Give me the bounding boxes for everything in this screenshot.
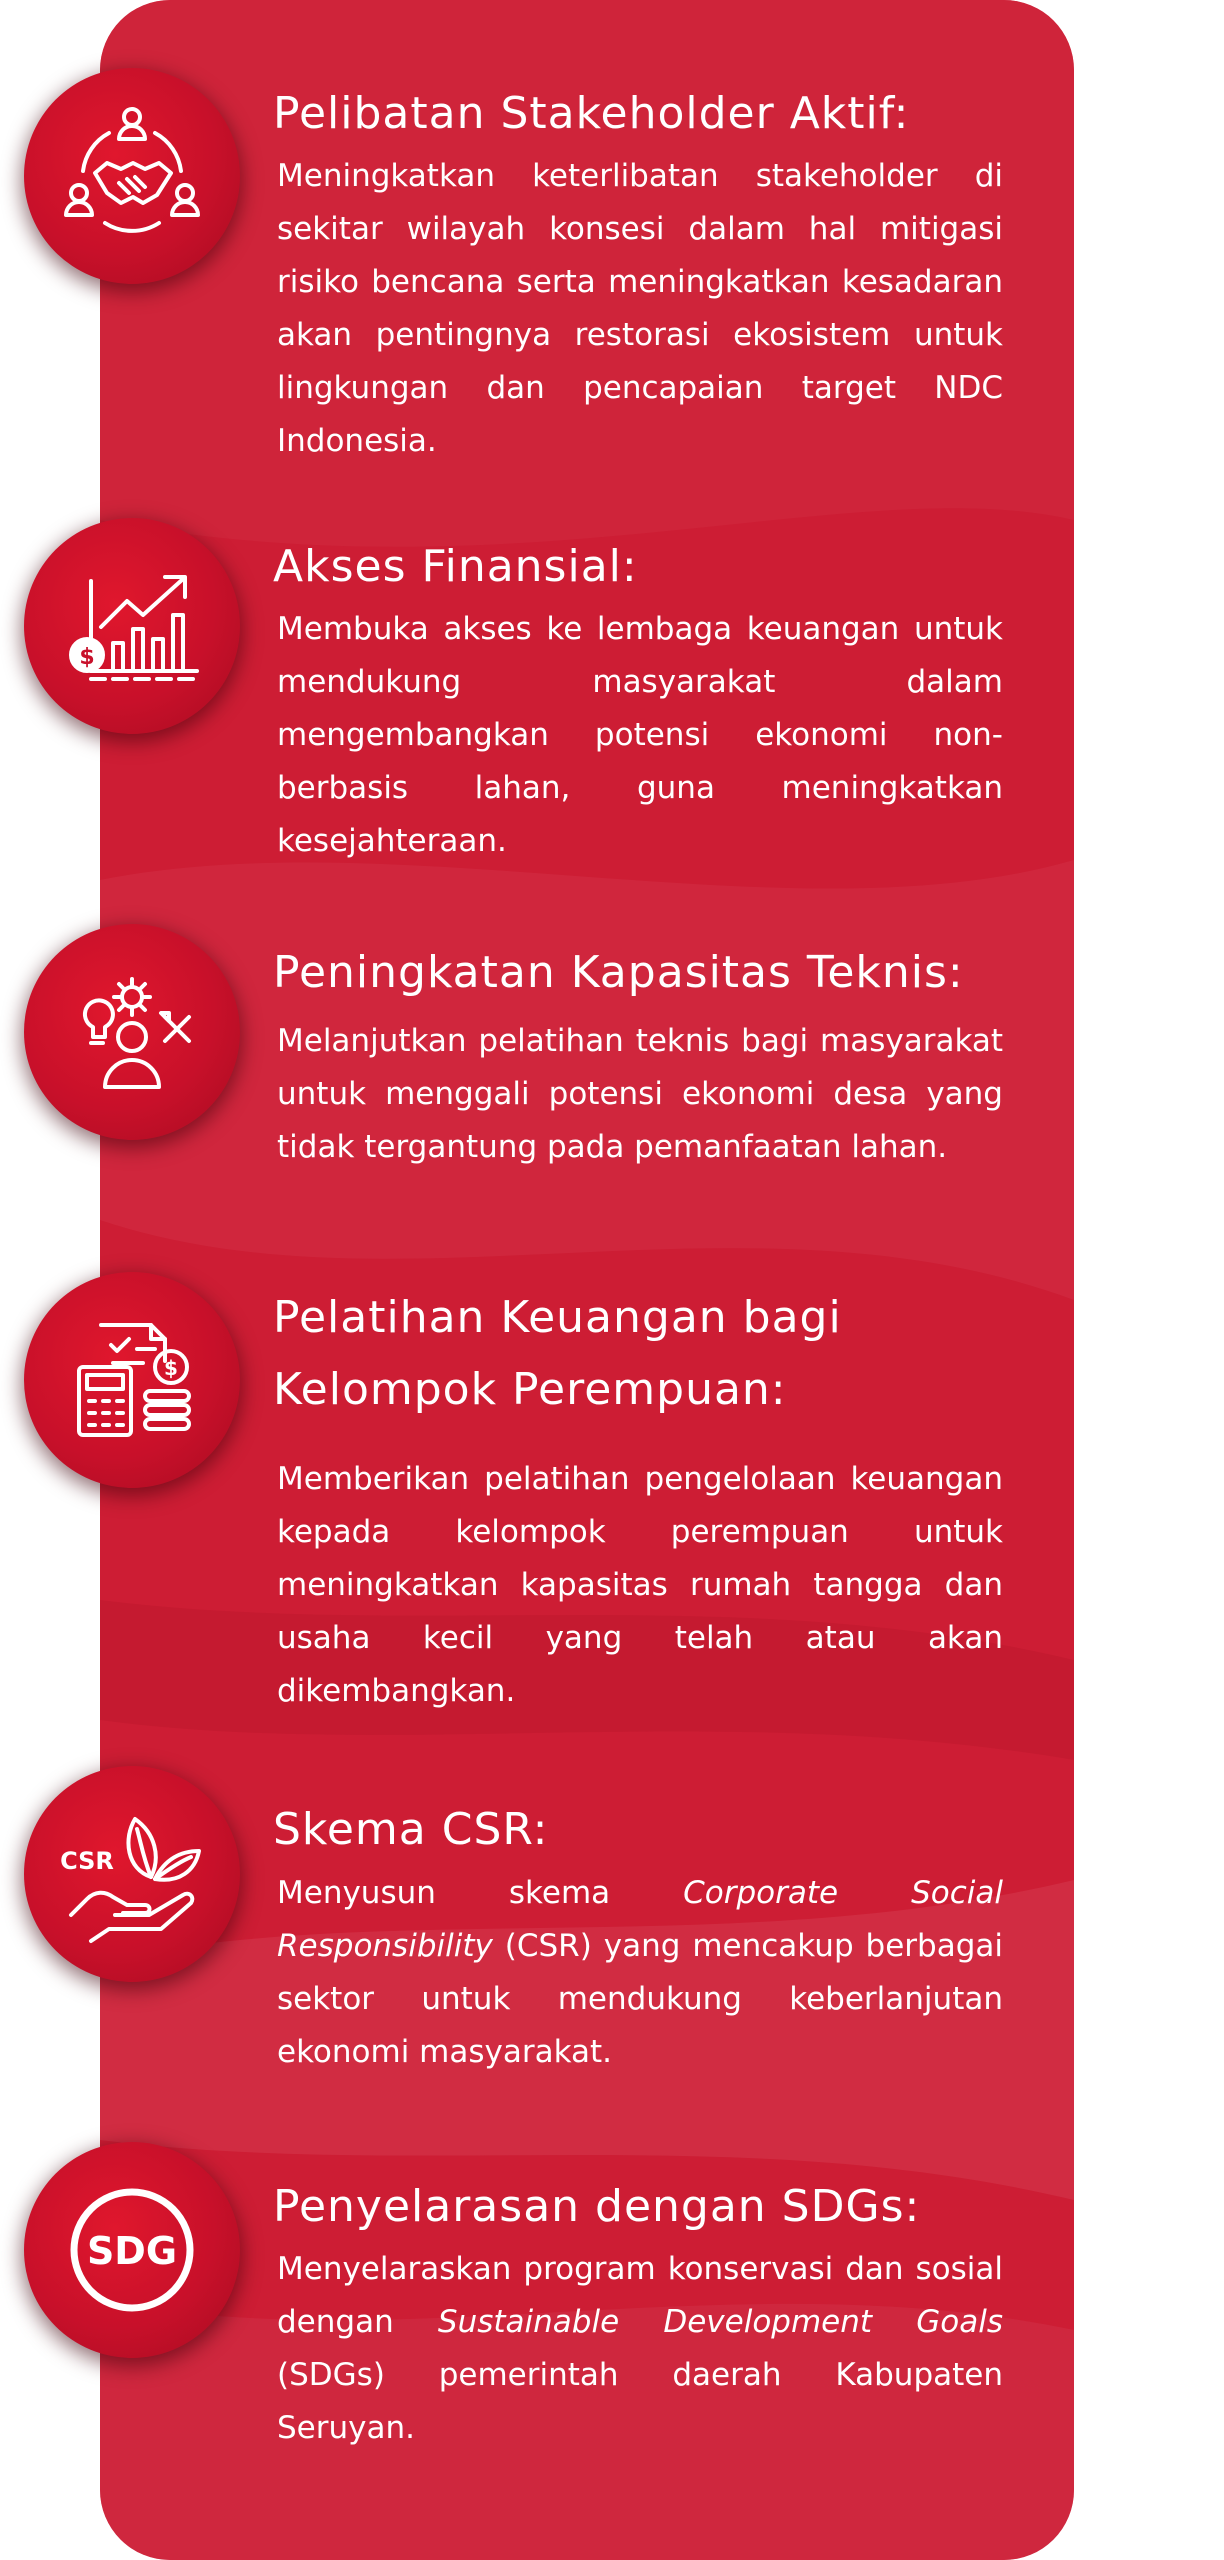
badge-technical (24, 924, 240, 1140)
handshake-people-icon (57, 101, 207, 251)
item-title: Penyelarasan dengan SDGs: (273, 2181, 921, 2232)
body-pre: Menyusun skema (277, 1875, 684, 1911)
item-title: Peningkatan Kapasitas Teknis: (273, 947, 964, 998)
calculator-coins-icon (57, 1305, 207, 1455)
badge-financial (24, 518, 240, 734)
body-post: (SDGs) pemerintah daerah Kabupaten Seruyan. (277, 2357, 1003, 2446)
item-title: Skema CSR: (273, 1804, 549, 1855)
person-skills-tools-icon (57, 957, 207, 1107)
badge-sdg (24, 2142, 240, 2358)
csr-icon-label: CSR (60, 1847, 114, 1875)
item-body: Meningkatkan keterlibatan stakeholder di sekitar wilayah konsesi dalam hal mitigasi risiko bencana serta meningkatkan kesadaran akan pentingnya restorasi ekosistem untuk lingkungan dan pencapaian target NDC Indonesia. (277, 158, 1003, 459)
item-body: Membuka akses ke lembaga keuangan untuk mendukung masyarakat dalam mengembangkan potensi ekonomi non-berbasis lahan, guna meningkatkan kesejahteraan. (277, 611, 1003, 859)
item-title: Pelibatan Stakeholder Aktif: (273, 88, 910, 139)
item-body: Memberikan pelatihan pengelolaan keuangan kepada kelompok perempuan untuk meningkatkan kapasitas rumah tangga dan usaha kecil yang telah atau akan dikembangkan. (277, 1461, 1003, 1709)
financial-growth-chart-icon (57, 551, 207, 701)
item-title-line1: Pelatihan Keuangan bagi (273, 1292, 842, 1343)
body-post: (CSR) yang mencakup berbagai sektor untuk mendukung keberlanjutan ekonomi masyarakat. (277, 1928, 1003, 2070)
body-pre: Menyelaraskan program konservasi dan sosial dengan (277, 2251, 1003, 2340)
item-body (277, 1867, 1003, 2079)
sdg-badge-icon (57, 2175, 207, 2325)
body-emphasis: Sustainable Development Goals (437, 2304, 1003, 2340)
item-title: Akses Finansial: (273, 541, 638, 592)
item-title-line2: Kelompok Perempuan: (273, 1364, 787, 1415)
sdg-icon-label: SDG (86, 2229, 178, 2273)
badge-women-finance (24, 1272, 240, 1488)
csr-hand-leaf-icon (57, 1799, 207, 1949)
body-emphasis: Corporate Social Responsibility (277, 1875, 1003, 1964)
item-body (277, 2243, 1003, 2455)
badge-stakeholder (24, 68, 240, 284)
badge-csr (24, 1766, 240, 1982)
svg-text:$: $ (164, 1356, 178, 1380)
svg-text:$: $ (79, 645, 95, 670)
item-body: Melanjutkan pelatihan teknis bagi masyarakat untuk menggali potensi ekonomi desa yang tidak tergantung pada pemanfaatan lahan. (277, 1023, 1003, 1165)
